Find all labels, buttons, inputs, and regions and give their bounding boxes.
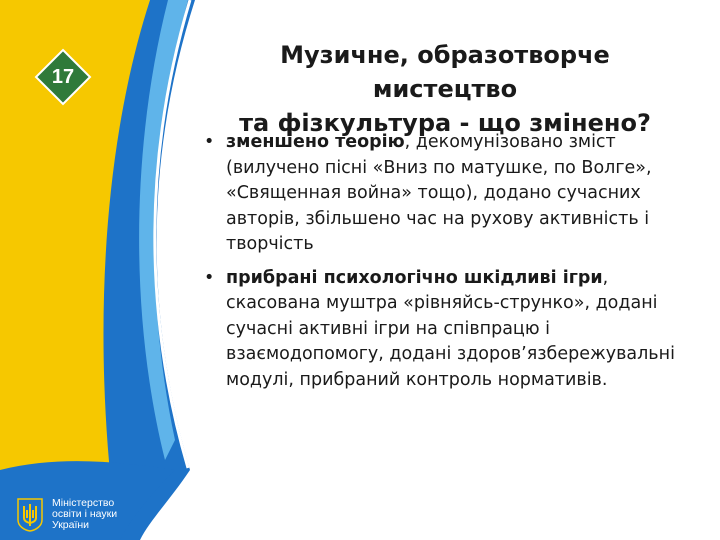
- slide-number: 17: [51, 65, 75, 88]
- bullet-2-text: , скасована муштра «рівняйсь-струнко», додані сучасні активні ігри на співпрацю і взаємодопомогу, додані здоров’язбережувальні модулі, прибраний контроль нормативів.: [226, 267, 675, 390]
- ministry-name: [52, 498, 117, 531]
- slide-number-badge: [34, 48, 92, 106]
- bullet-1-bold: зменшено теорію: [226, 132, 405, 152]
- bullet-list: [202, 130, 702, 401]
- bullet-dot-icon: •: [204, 267, 215, 288]
- logo-line-2: освіти і науки: [52, 507, 118, 520]
- bullet-1-text: , декомунізовано зміст (вилучено пісні «Вниз по матушке, по Волге», «Священная война» тощо), додано сучасних авторів, збільшено час на рухову активність і творчість: [226, 132, 652, 254]
- logo-line-3: України: [52, 518, 90, 531]
- bullet-item-1: [202, 130, 702, 258]
- ministry-logo: [14, 494, 117, 534]
- bullet-2-bold: прибрані психологічно шкідливі ігри: [226, 267, 603, 288]
- bullet-item-2: [202, 266, 702, 394]
- slide-title: [205, 38, 685, 140]
- title-line-1: Музичне, образотворче мистецтво: [280, 41, 610, 103]
- title-line-2: та фізкультура - що змінено?: [239, 109, 651, 137]
- bullet-dot-icon: •: [204, 132, 215, 152]
- trident-emblem-icon: [14, 496, 46, 532]
- logo-line-1: Міністерство: [52, 496, 115, 509]
